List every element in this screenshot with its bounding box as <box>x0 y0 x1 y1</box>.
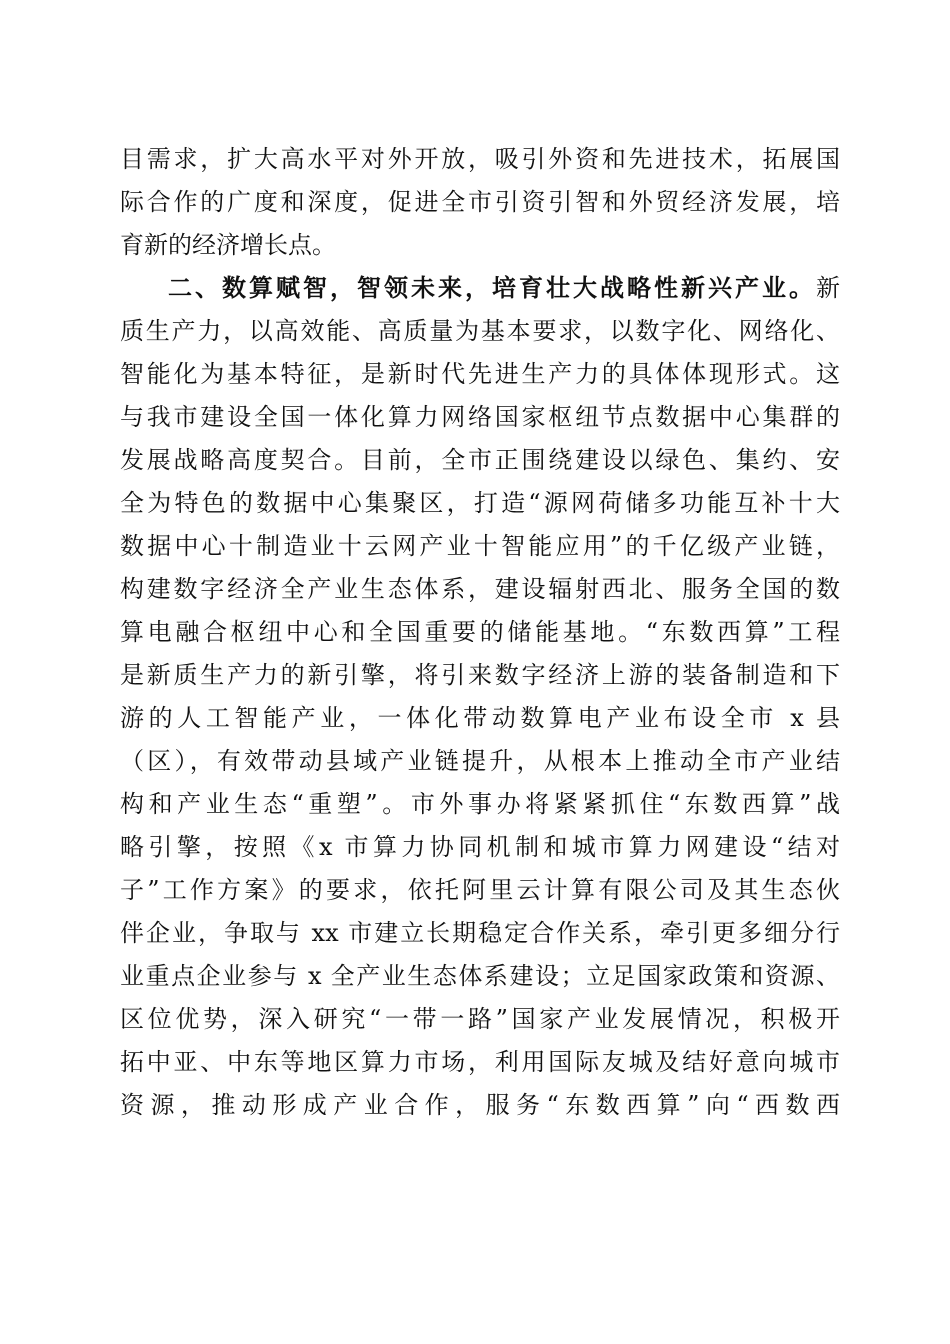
paragraph2-line: 质生产力，以高效能、高质量为基本要求，以数字化、网络化、 <box>120 317 840 345</box>
document-body <box>120 144 840 1133</box>
paragraph2-line: （区），有效带动县域产业链提升，从根本上推动全市产业结 <box>120 747 840 775</box>
paragraph1-line-3: 育新的经济增长点。 <box>120 231 336 259</box>
paragraph2-line: 伴企业，争取与 xx 市建立长期稳定合作关系，牵引更多细分行 <box>120 919 840 947</box>
paragraph2-line: 构建数字经济全产业生态体系，建设辐射西北、服务全国的数 <box>120 575 840 603</box>
paragraph2-line: 数据中心十制造业十云网产业十智能应用”的千亿级产业链， <box>120 532 840 560</box>
paragraph2-line: 略引擎，按照《x 市算力协同机制和城市算力网建设“结对 <box>120 833 840 861</box>
section-heading: 二、数算赋智，智领未来，培育壮大战略性新兴产业。 <box>168 274 816 302</box>
paragraph2-line: 全为特色的数据中心集聚区，打造“源网荷储多功能互补十大 <box>120 489 840 517</box>
paragraph2-line: 是新质生产力的新引擎，将引来数字经济上游的装备制造和下 <box>120 661 840 689</box>
paragraph2-line: 与我市建设全国一体化算力网络国家枢纽节点数据中心集群的 <box>120 403 840 431</box>
paragraph2-line: 资源，推动形成产业合作，服务“东数西算”向“西数西 <box>120 1091 840 1119</box>
paragraph1-line-1: 目需求，扩大高水平对外开放，吸引外资和先进技术，拓展国 <box>120 145 840 173</box>
paragraph2-line: 区位优势，深入研究“一带一路”国家产业发展情况，积极开 <box>120 1005 840 1033</box>
paragraph2-line: 算电融合枢纽中心和全国重要的储能基地。“东数西算”工程 <box>120 618 840 646</box>
paragraph2-line: 发展战略高度契合。目前，全市正围绕建设以绿色、集约、安 <box>120 446 840 474</box>
paragraph2-line: 构和产业生态“重塑”。市外事办将紧紧抓住“东数西算”战 <box>120 790 840 818</box>
paragraph2-line: 子”工作方案》的要求，依托阿里云计算有限公司及其生态伙 <box>120 876 840 904</box>
heading-line-rest: 新 <box>816 274 840 302</box>
paragraph2-line: 拓中亚、中东等地区算力市场，利用国际友城及结好意向城市 <box>120 1048 840 1076</box>
paragraph2-line: 智能化为基本特征，是新时代先进生产力的具体体现形式。这 <box>120 360 840 388</box>
paragraph1-line-2: 际合作的广度和深度，促进全市引资引智和外贸经济发展，培 <box>120 188 840 216</box>
paragraph2-line: 游的人工智能产业，一体化带动数算电产业布设全市 x 县 <box>120 704 840 732</box>
paragraph2-line: 业重点企业参与 x 全产业生态体系建设；立足国家政策和资源、 <box>120 962 840 990</box>
paragraph2-heading-line <box>120 273 840 316</box>
